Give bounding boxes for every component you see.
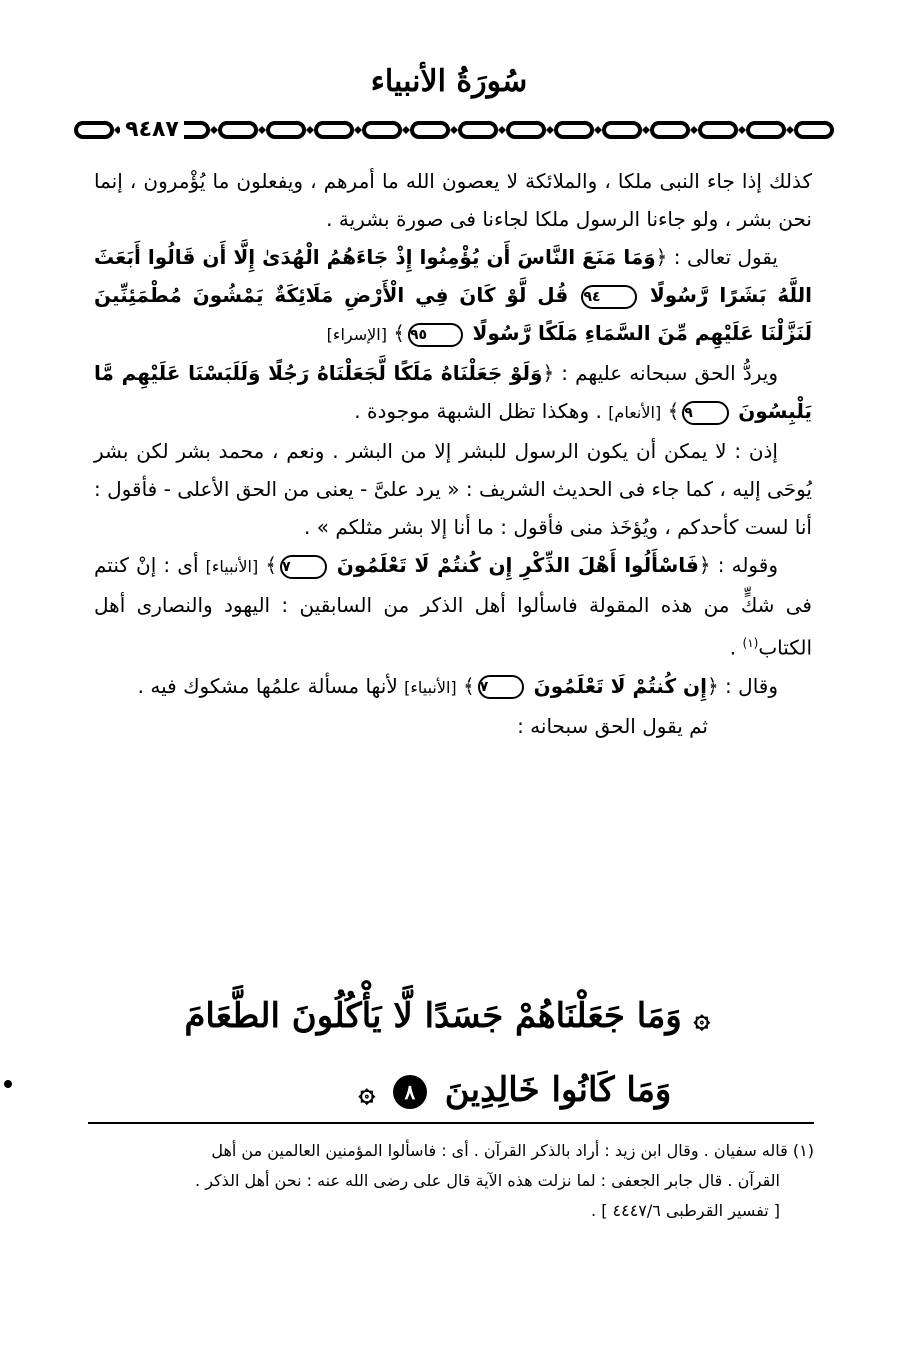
chain-link bbox=[316, 123, 352, 137]
quran-verse-7: فَاسْأَلُوا أَهْلَ الذِّكْرِ إِن كُنتُمْ لَا تَعْلَمُونَ bbox=[336, 553, 699, 577]
paragraph-2-intro: يقول تعالى : bbox=[667, 245, 778, 269]
surah-reference: [الأنبياء] bbox=[404, 677, 457, 697]
ayah-number-badge: ٩٤ bbox=[581, 285, 636, 309]
chain-diamond bbox=[738, 126, 746, 134]
footnote-line-1: (١) قاله سفيان . وقال ابن زيد : أراد بالذكر القرآن . أى : فاسألوا المؤمنين العالمين من أهل bbox=[211, 1141, 814, 1160]
surah-reference: [الأنبياء] bbox=[205, 557, 259, 576]
ornate-bracket-close: ﴾ bbox=[463, 673, 475, 698]
main-text bbox=[94, 162, 812, 745]
footnote-line-3: [ تفسير القرطبى ٤٤٤٧/٦ ] . bbox=[591, 1201, 780, 1220]
chain-link bbox=[220, 123, 256, 137]
ornamental-header-band bbox=[72, 112, 840, 148]
paragraph-2 bbox=[94, 238, 812, 354]
chain-link bbox=[412, 123, 448, 137]
margin-dot bbox=[4, 1080, 12, 1088]
ornate-bracket-open: ﴿ bbox=[655, 245, 668, 269]
ornate-bracket-open: ﴿ bbox=[698, 553, 711, 577]
chain-diamond bbox=[402, 126, 410, 134]
ornate-bracket-close: ﴾ bbox=[393, 321, 406, 345]
quran-verse-94: وَمَا مَنَعَ النَّاسَ أَن يُؤْمِنُوا إِذْ جَاءَهُمُ الْهُدَىٰ إِلَّا أَن قَالُوا أَبَعَثَ اللَّهُ بَشَرًا رَّسُولًا bbox=[94, 245, 812, 307]
quran-verse-line-2-text: وَمَا كَانُوا خَالِدِينَ bbox=[444, 1070, 672, 1110]
paragraph-6-intro: وقال : bbox=[718, 673, 778, 698]
ornate-bracket-close: ﴾ bbox=[667, 399, 680, 423]
paragraph-3-tail: . وهكذا تظل الشبهة موجودة . bbox=[354, 399, 609, 423]
page-number: ٩٤٨٧ bbox=[120, 114, 184, 146]
ayah-number-badge: ٧ bbox=[280, 555, 327, 579]
footnote-line-2: القرآن . قال جابر الجعفى : لما نزلت هذه الآية قال على رضى الله عنه : نحن أهل الذكر . bbox=[195, 1171, 780, 1190]
chain-link bbox=[508, 123, 544, 137]
quran-verse-9: وَلَوْ جَعَلْنَاهُ مَلَكًا لَّجَعَلْنَاهُ رَجُلًا وَلَلَبَسْنَا عَلَيْهِم مَّا يَلْبِسُونَ bbox=[94, 361, 812, 423]
paragraph-6 bbox=[94, 667, 812, 707]
chain-diamond bbox=[354, 126, 362, 134]
quran-verse-7-repeat: إِن كُنتُمْ لَا تَعْلَمُونَ bbox=[533, 673, 707, 698]
chain-diamond bbox=[498, 126, 506, 134]
ayah-number-badge: ٩ bbox=[682, 401, 729, 425]
quran-verse-line-1-text: وَمَا جَعَلْنَاهُمْ جَسَدًا لَّا يَأْكُلُونَ الطَّعَامَ bbox=[184, 996, 682, 1036]
chain-link bbox=[556, 123, 592, 137]
chain-diamond bbox=[210, 126, 218, 134]
chain-diamond bbox=[690, 126, 698, 134]
paragraph-7: ثم يقول الحق سبحانه : bbox=[517, 713, 708, 738]
paragraph-3 bbox=[94, 354, 812, 432]
quran-verse-line-1 bbox=[150, 980, 710, 1054]
ayah-number-badge: ٩٥ bbox=[408, 323, 463, 347]
surah-reference: [الأنعام] bbox=[608, 403, 662, 422]
paragraph-3-intro: ويردُّ الحق سبحانه عليهم : bbox=[554, 361, 778, 385]
paragraph-5 bbox=[94, 546, 812, 667]
chain-diamond bbox=[642, 126, 650, 134]
chain-diamond bbox=[450, 126, 458, 134]
chain-diamond bbox=[594, 126, 602, 134]
chain-diamond bbox=[258, 126, 266, 134]
paragraph-5-end: . bbox=[729, 635, 743, 660]
ornament-open-icon: ۞ bbox=[693, 1001, 710, 1034]
ornate-bracket-open: ﴿ bbox=[706, 673, 719, 698]
chain-diamond bbox=[786, 126, 794, 134]
quran-verse-line-2 bbox=[150, 1054, 710, 1128]
chain-link bbox=[700, 123, 736, 137]
footnote-marker: (١) bbox=[742, 636, 759, 650]
chain-link bbox=[652, 123, 688, 137]
paragraph-5-tail: أى : إنْ كنتم فى شكٍّ من هذه المقولة فاسألوا أهل الذكر من السابقين : اليهود والنصارى أهل الكتاب bbox=[94, 553, 812, 660]
chain-link bbox=[748, 123, 784, 137]
ayah-number-circle: ٨ bbox=[393, 1075, 427, 1109]
paragraph-4: إذن : لا يمكن أن يكون الرسول للبشر إلا من البشر . ونعم ، محمد بشر لكن بشر يُوحَى إليه ، كما جاء فى الحديث الشريف : « يرد علىَّ - يعنى من الحق الأعلى - فأقول : أنا لست كأحدكم ، ويُؤخَذ منى فأقول : ما أنا إلا بشر مثلكم » . bbox=[94, 439, 812, 539]
ornate-bracket-close: ﴾ bbox=[265, 553, 278, 577]
footnotes bbox=[88, 1136, 814, 1226]
paragraph-1: كذلك إذا جاء النبى ملكا ، والملائكة لا يعصون الله ما أمرهم ، ويفعلون ما يُؤْمرون ، إنما نحن بشر ، ولو جاءنا الرسول ملكا لجاءنا فى صورة بشرية . bbox=[94, 169, 812, 231]
surah-reference: [الإسراء] bbox=[326, 325, 387, 344]
chain-link bbox=[364, 123, 400, 137]
chain-link bbox=[76, 123, 112, 137]
footnote-divider bbox=[88, 1122, 814, 1124]
chain-link bbox=[460, 123, 496, 137]
chain-link bbox=[796, 123, 832, 137]
ornament-close-icon: ۞ bbox=[358, 1075, 376, 1108]
featured-quran-verse bbox=[150, 980, 710, 1128]
ayah-number-badge: ٧ bbox=[478, 675, 525, 699]
paragraph-5-intro: وقوله : bbox=[710, 553, 778, 577]
chain-ornament bbox=[72, 112, 840, 148]
quran-verse-95: قُل لَّوْ كَانَ فِي الْأَرْضِ مَلَائِكَةٌ يَمْشُونَ مُطْمَئِنِّينَ لَنَزَّلْنَا عَلَيْهِم مِّنَ السَّمَاءِ مَلَكًا رَّسُولًا bbox=[94, 283, 812, 345]
chain-link bbox=[604, 123, 640, 137]
chain-link bbox=[268, 123, 304, 137]
paragraph-6-tail: لأنها مسألة علمُها مشكوك فيه . bbox=[137, 673, 405, 698]
surah-title: سُورَةُ الأنبياء bbox=[370, 64, 528, 99]
chain-diamond bbox=[306, 126, 314, 134]
ornate-bracket-open: ﴿ bbox=[542, 361, 555, 385]
chain-diamond bbox=[546, 126, 554, 134]
